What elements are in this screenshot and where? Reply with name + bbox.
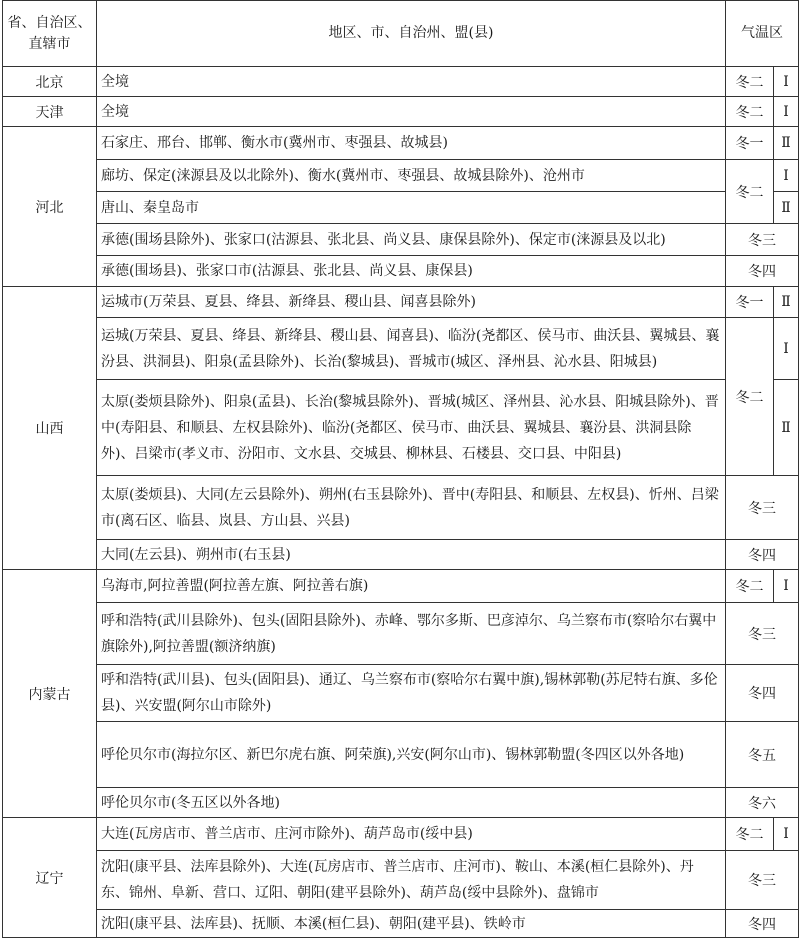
zone-cell: 冬四 [726,910,799,938]
table-row [3,192,799,224]
table-row [3,570,799,603]
area-cell: 呼和浩特(武川县)、包头(固阳县)、通辽、乌兰察布市(察哈尔右翼中旗),锡林郭勒(苏尼特右旗、多伦县)、兴安盟(阿尔山市除外) [97,665,726,722]
table-row [3,97,799,127]
province-cell: 河北 [3,127,97,287]
area-cell: 太原(娄烦县)、大同(左云县除外)、朔州(右玉县除外)、晋中(寿阳县、和顺县、左权县)、忻州、吕梁市(离石区、临县、岚县、方山县、兴县) [97,476,726,540]
header-zone: 气温区 [726,1,799,67]
area-cell: 承德(围场县)、张家口市(沽源县、张北县、尚义县、康保县) [97,256,726,287]
table-row [3,160,799,192]
table-row [3,224,799,256]
area-cell: 呼和浩特(武川县除外)、包头(固阳县除外)、赤峰、鄂尔多斯、巴彦淖尔、乌兰察布市(察哈尔右翼中旗除外),阿拉善盟(额济纳旗) [97,603,726,665]
header-area: 地区、市、自治州、盟(县) [97,1,726,67]
area-cell: 乌海市,阿拉善盟(阿拉善左旗、阿拉善右旗) [97,570,726,603]
zone-cell: 冬六 [726,788,799,818]
table-row [3,318,799,380]
province-cell: 北京 [3,67,97,97]
subzone-cell: Ⅰ [774,570,799,603]
table-row [3,476,799,540]
subzone-cell: Ⅱ [774,127,799,160]
zone-cell: 冬二 [726,818,774,851]
area-cell: 沈阳(康平县、法库县)、抚顺、本溪(桓仁县)、朝阳(建平县)、铁岭市 [97,910,726,938]
table-row [3,540,799,570]
table-row [3,910,799,938]
area-cell: 廊坊、保定(涞源县及以北除外)、衡水(冀州市、枣强县、故城县除外)、沧州市 [97,160,726,192]
area-cell: 大连(瓦房店市、普兰店市、庄河市除外)、葫芦岛市(绥中县) [97,818,726,851]
zone-cell: 冬五 [726,722,799,788]
subzone-cell: Ⅰ [774,67,799,97]
subzone-cell: Ⅱ [774,287,799,318]
zone-cell: 冬二 [726,160,774,224]
header-province: 省、自治区、直辖市 [3,1,97,67]
area-cell: 唐山、秦皇岛市 [97,192,726,224]
subzone-cell: Ⅱ [774,192,799,224]
area-cell: 大同(左云县)、朔州市(右玉县) [97,540,726,570]
table-row [3,722,799,788]
zone-cell: 冬二 [726,570,774,603]
subzone-cell: Ⅰ [774,318,799,380]
table-row [3,851,799,910]
zone-cell: 冬四 [726,665,799,722]
table-row [3,818,799,851]
table-row [3,665,799,722]
zone-cell: 冬二 [726,318,774,476]
zone-cell: 冬二 [726,97,774,127]
area-cell: 运城(万荣县、夏县、绛县、新绛县、稷山县、闻喜县)、临汾(尧都区、侯马市、曲沃县、翼城县、襄汾县、洪洞县)、阳泉(孟县除外)、长治(黎城县)、晋城市(城区、泽州县、沁水县、阳城县) [97,318,726,380]
province-cell: 内蒙古 [3,570,97,818]
zone-cell: 冬三 [726,224,799,256]
zone-cell: 冬一 [726,127,774,160]
table-row [3,287,799,318]
subzone-cell: Ⅰ [774,818,799,851]
table-row [3,380,799,476]
zone-cell: 冬四 [726,256,799,287]
subzone-cell: Ⅰ [774,97,799,127]
area-cell: 呼伦贝尔市(海拉尔区、新巴尔虎右旗、阿荣旗),兴安(阿尔山市)、锡林郭勒盟(冬四区以外各地) [97,722,726,788]
climate-zone-table [2,0,799,938]
province-cell: 辽宁 [3,818,97,938]
table-row [3,67,799,97]
area-cell: 全境 [97,97,726,127]
zone-cell: 冬二 [726,67,774,97]
area-cell: 石家庄、邢台、邯郸、衡水市(冀州市、枣强县、故城县) [97,127,726,160]
subzone-cell: Ⅱ [774,380,799,476]
table-row [3,256,799,287]
header-row [3,1,799,67]
zone-cell: 冬三 [726,476,799,540]
zone-cell: 冬三 [726,851,799,910]
area-cell: 呼伦贝尔市(冬五区以外各地) [97,788,726,818]
zone-cell: 冬四 [726,540,799,570]
area-cell: 承德(围场县除外)、张家口(沽源县、张北县、尚义县、康保县除外)、保定市(涞源县及以北) [97,224,726,256]
table-row [3,788,799,818]
area-cell: 全境 [97,67,726,97]
province-cell: 山西 [3,287,97,570]
table-row [3,127,799,160]
province-cell: 天津 [3,97,97,127]
subzone-cell: Ⅰ [774,160,799,192]
table-row [3,603,799,665]
area-cell: 沈阳(康平县、法库县除外)、大连(瓦房店市、普兰店市、庄河市)、鞍山、本溪(桓仁县除外)、丹东、锦州、阜新、营口、辽阳、朝阳(建平县除外)、葫芦岛(绥中县除外)、盘锦市 [97,851,726,910]
area-cell: 太原(娄烦县除外)、阳泉(孟县)、长治(黎城县除外)、晋城(城区、泽州县、沁水县、阳城县除外)、晋中(寿阳县、和顺县、左权县除外)、临汾(尧都区、侯马市、曲沃县、翼城县、襄汾县、洪洞县除外)、吕梁市(孝义市、汾阳市、文水县、交城县、柳林县、石楼县、交口县、中阳县) [97,380,726,476]
zone-cell: 冬三 [726,603,799,665]
zone-cell: 冬一 [726,287,774,318]
area-cell: 运城市(万荣县、夏县、绛县、新绛县、稷山县、闻喜县除外) [97,287,726,318]
